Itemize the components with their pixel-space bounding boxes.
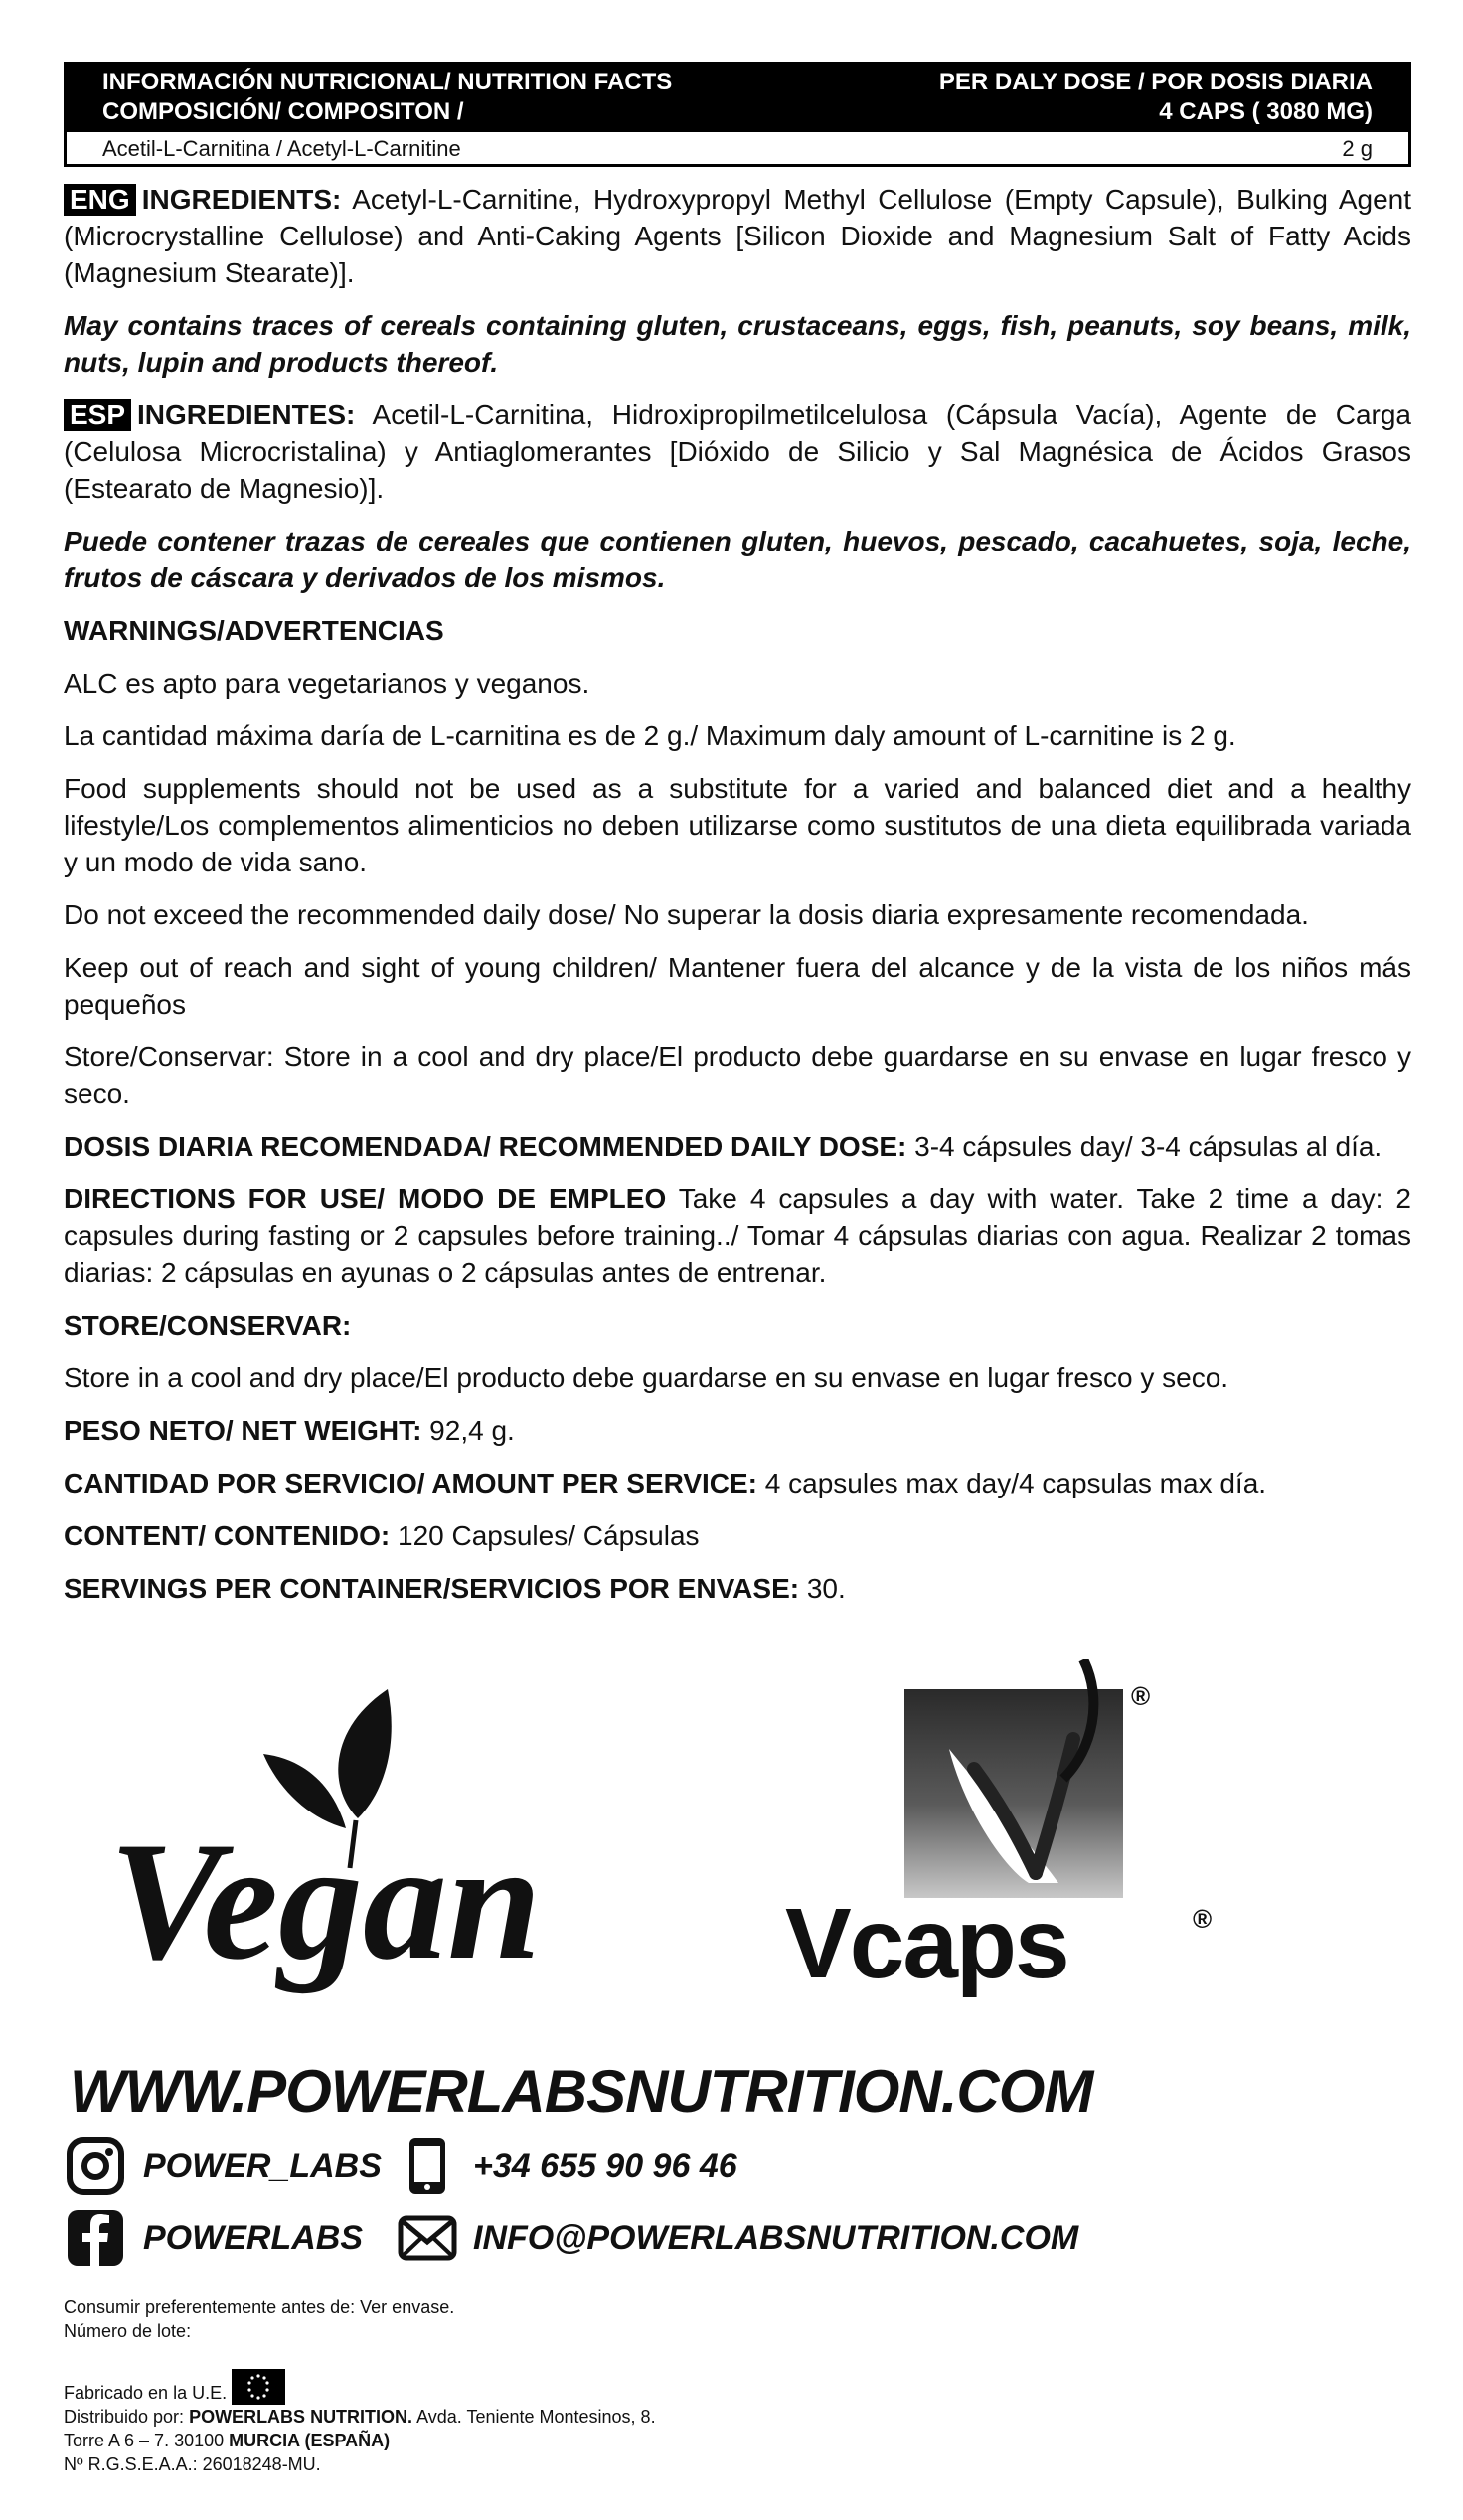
phone-icon: [398, 2136, 457, 2196]
footer-info: [64, 2295, 656, 2476]
distributor-name: POWERLABS NUTRITION.: [189, 2407, 413, 2427]
warnings-heading-text: WARNINGS/ADVERTENCIAS: [64, 615, 444, 646]
made-in: [64, 2369, 656, 2405]
esp-ingredients: [64, 396, 1411, 507]
phone-number[interactable]: +34 655 90 96 46: [473, 2147, 737, 2185]
best-before: Consumir preferentemente antes de: Ver envase.: [64, 2297, 455, 2317]
warnings-heading: [64, 612, 1411, 649]
store-heading-text: STORE/CONSERVAR:: [64, 1310, 352, 1340]
net-weight-label: PESO NETO/ NET WEIGHT:: [64, 1415, 422, 1446]
directions-label: DIRECTIONS FOR USE/ MODO DE EMPLEO: [64, 1183, 667, 1214]
nutrition-row: [102, 132, 1373, 166]
servings: [64, 1570, 1411, 1607]
facebook-icon: [66, 2208, 125, 2268]
label-body: [64, 181, 1411, 1623]
net-weight-value: 92,4 g.: [421, 1415, 515, 1446]
rgseaa-number: Nº R.G.S.E.A.A.: 26018248-MU.: [64, 2454, 321, 2474]
nutrition-row-label: Acetil-L-Carnitina / Acetyl-L-Carnitine: [102, 136, 461, 161]
servings-label: SERVINGS PER CONTAINER/SERVICIOS POR ENVASE:: [64, 1573, 800, 1604]
instagram-handle[interactable]: POWER_LABS: [143, 2147, 382, 2185]
daily-dose-label: DOSIS DIARIA RECOMENDADA/ RECOMMENDED DAILY DOSE:: [64, 1131, 907, 1162]
amount-label: CANTIDAD POR SERVICIO/ AMOUNT PER SERVICE:: [64, 1468, 758, 1498]
email-icon: [398, 2208, 457, 2268]
caps-amount: 4 CAPS ( 3080 MG): [1159, 98, 1373, 125]
website-link[interactable]: WWW.POWERLABSNUTRITION.COM: [70, 2058, 1093, 2125]
amount-per-service: [64, 1465, 1411, 1501]
warning-item: Keep out of reach and sight of young children/ Mantener fuera del alcance y de la vista de los niños más pequeños: [64, 952, 1411, 1020]
email-address[interactable]: INFO@POWERLABSNUTRITION.COM: [473, 2219, 1079, 2257]
store-heading: [64, 1307, 1411, 1343]
address-city: MURCIA (ESPAÑA): [229, 2431, 391, 2450]
registered-mark: ®: [1193, 1904, 1213, 1934]
store-text: Store in a cool and dry place/El producto debe guardarse en su envase en lugar fresco y seco.: [64, 1362, 1229, 1393]
directions: [64, 1181, 1411, 1291]
content-value: 120 Capsules/ Cápsulas: [390, 1520, 700, 1551]
registered-mark: ®: [1131, 1681, 1151, 1711]
address-line: [64, 2429, 656, 2452]
address-line2: Torre A 6 – 7. 30100: [64, 2431, 230, 2450]
esp-allergens: Puede contener trazas de cereales que contienen gluten, huevos, pescado, cacahuetes, soja, leche, frutos de cáscara y derivados de los mismos.: [64, 526, 1411, 593]
daily-dose-text: 3-4 cápsules day/ 3-4 cápsulas al día.: [906, 1131, 1382, 1162]
facebook-handle[interactable]: POWERLABS: [143, 2219, 363, 2257]
eng-allergens: May contains traces of cereals containing gluten, crustaceans, eggs, fish, peanuts, soy beans, milk, nuts, lupin and products thereof.: [64, 310, 1411, 378]
nutrition-row-value: 2 g: [1342, 136, 1373, 161]
vcaps-text: Vcaps: [785, 1888, 1068, 1997]
warning-item: Food supplements should not be used as a substitute for a varied and balanced diet and a healthy lifestyle/Los complementos alimenticios no deben utilizarse como sustitutos de una dieta equilibrada variada y un modo de vida sano.: [64, 773, 1411, 877]
directions-text: Take 4 capsules a day with water. Take 2 time a day: 2 capsules during fasting or 2 capsules before training../ Tomar 4 cápsulas diarias con agua. Realizar 2 tomas diarias: 2 cápsulas en ayunas o 2 cápsulas antes de entrenar.: [64, 1183, 1411, 1288]
daily-dose: [64, 1128, 1411, 1165]
warning-item: ALC es apto para vegetarianos y veganos.: [64, 668, 590, 699]
net-weight: [64, 1412, 1411, 1449]
eng-ingredients-label: INGREDIENTS:: [141, 184, 342, 215]
lot-number: Número de lote:: [64, 2321, 192, 2341]
instagram-icon: [66, 2136, 125, 2196]
warning-item: La cantidad máxima daría de L-carnitina es de 2 g./ Maximum daly amount of L-carnitine is 2 g.: [64, 720, 1236, 751]
composition-title: COMPOSICIÓN/ COMPOSITON /: [102, 98, 464, 125]
nutrition-title: INFORMACIÓN NUTRICIONAL/ NUTRITION FACTS: [102, 69, 673, 95]
servings-value: 30.: [799, 1573, 846, 1604]
distributor-address: Avda. Teniente Montesinos, 8.: [412, 2407, 656, 2427]
vegan-text: Vegan: [109, 1808, 542, 1994]
eng-ingredients-text: Acetyl-L-Carnitine, Hydroxypropyl Methyl Cellulose (Empty Capsule), Bulking Agent (Microcrystalline Cellulose) and Anti-Caking Agents [Silicon Dioxide and Magnesium Salt of Fatty Acids (Magnesium Stearate)].: [64, 184, 1411, 288]
eng-tag: ENG: [64, 184, 136, 216]
per-dose-title: PER DALY DOSE / POR DOSIS DIARIA: [938, 69, 1373, 95]
nutrition-table: [64, 62, 1411, 167]
content: [64, 1517, 1411, 1554]
nutrition-header: [67, 65, 1408, 132]
vcaps-logo: [775, 1659, 1252, 1997]
content-label: CONTENT/ CONTENIDO:: [64, 1520, 391, 1551]
distributed-by: [64, 2405, 656, 2429]
made-in-text: Fabricado en la U.E.: [64, 2383, 228, 2403]
esp-tag: ESP: [64, 399, 131, 431]
esp-ingredients-text: Acetil-L-Carnitina, Hidroxipropilmetilcelulosa (Cápsula Vacía), Agente de Carga (Celulosa Microcristalina) y Antiaglomerantes [Dióxido de Silicio y Sal Magnésica de Ácidos Grasos (Estearato de Magnesio)].: [64, 399, 1411, 504]
amount-value: 4 capsules max day/4 capsulas max día.: [757, 1468, 1267, 1498]
vegan-logo: [89, 1669, 557, 2047]
warning-item: Store/Conservar: Store in a cool and dry place/El producto debe guardarse en su envase en lugar fresco y seco.: [64, 1041, 1411, 1109]
warning-item: Do not exceed the recommended daily dose/ No superar la dosis diaria expresamente recomendada.: [64, 899, 1309, 930]
esp-ingredients-label: INGREDIENTES:: [137, 399, 356, 430]
distributed-label: Distribuido por:: [64, 2407, 190, 2427]
eu-flag-icon: [232, 2369, 285, 2405]
eng-ingredients: [64, 181, 1411, 291]
